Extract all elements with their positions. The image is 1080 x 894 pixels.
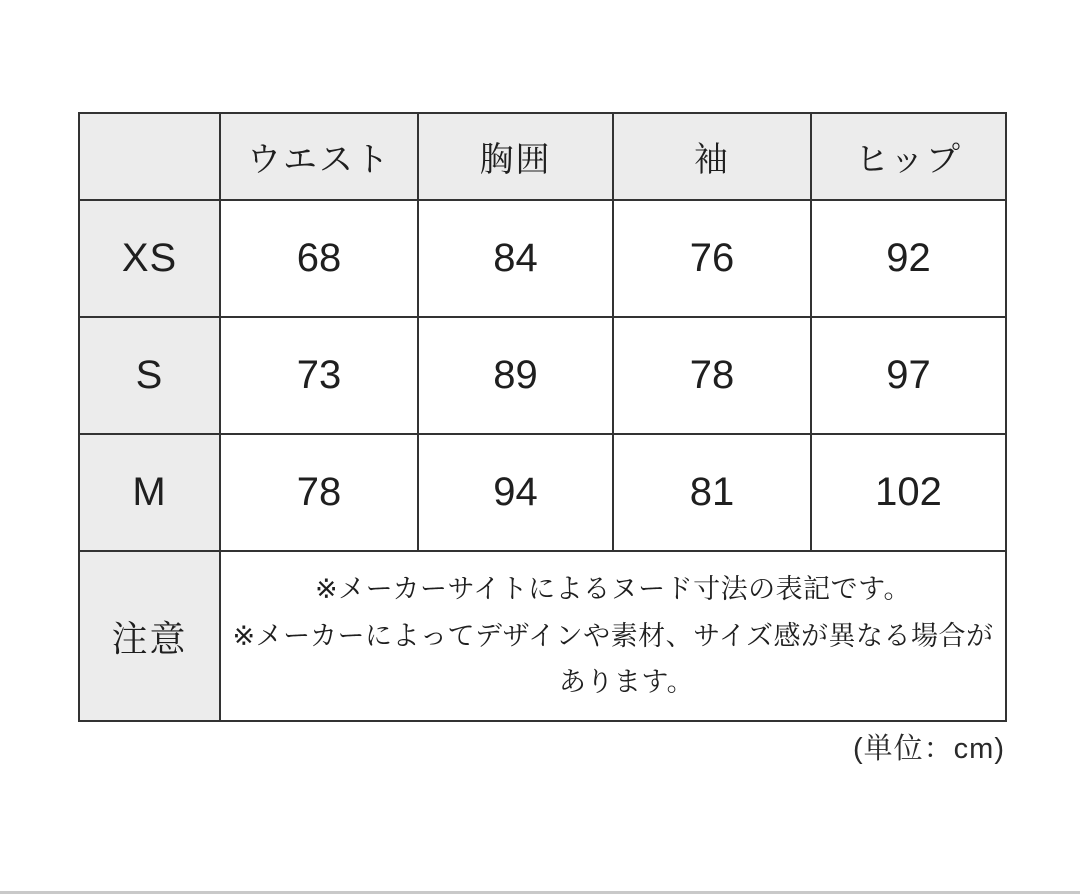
table-row-s bbox=[79, 317, 1006, 434]
row-label-m: M bbox=[79, 434, 220, 551]
cell-s-hip: 97 bbox=[811, 317, 1006, 434]
cell-xs-chest: 84 bbox=[418, 200, 613, 317]
note-text-line-2: ※メーカーによってデザインや素材、サイズ感が異なる場合があります。 bbox=[232, 620, 994, 698]
table-row-m bbox=[79, 434, 1006, 551]
note-text-line-1: ※メーカーサイトによるヌード寸法の表記です。 bbox=[314, 574, 912, 605]
cell-m-waist: 78 bbox=[220, 434, 418, 551]
column-header-waist: ウエスト bbox=[220, 113, 418, 200]
cell-xs-hip: 92 bbox=[811, 200, 1006, 317]
note-cell bbox=[220, 551, 1006, 721]
cell-m-hip: 102 bbox=[811, 434, 1006, 551]
column-header-hip: ヒップ bbox=[811, 113, 1006, 200]
row-label-xs: XS bbox=[79, 200, 220, 317]
table-row-xs bbox=[79, 200, 1006, 317]
cell-s-waist: 73 bbox=[220, 317, 418, 434]
header-row bbox=[79, 113, 1006, 200]
cell-xs-sleeve: 76 bbox=[613, 200, 811, 317]
note-row-label: 注意 bbox=[79, 551, 220, 721]
unit-label: (単位：cm) bbox=[853, 733, 1005, 765]
note-row bbox=[79, 551, 1006, 721]
column-header-chest: 胸囲 bbox=[418, 113, 613, 200]
cell-s-chest: 89 bbox=[418, 317, 613, 434]
cell-m-sleeve: 81 bbox=[613, 434, 811, 551]
cell-xs-waist: 68 bbox=[220, 200, 418, 317]
row-label-s: S bbox=[79, 317, 220, 434]
size-chart-table bbox=[78, 112, 1007, 722]
corner-cell bbox=[79, 113, 220, 200]
cell-m-chest: 94 bbox=[418, 434, 613, 551]
column-header-sleeve: 袖 bbox=[613, 113, 811, 200]
cell-s-sleeve: 78 bbox=[613, 317, 811, 434]
